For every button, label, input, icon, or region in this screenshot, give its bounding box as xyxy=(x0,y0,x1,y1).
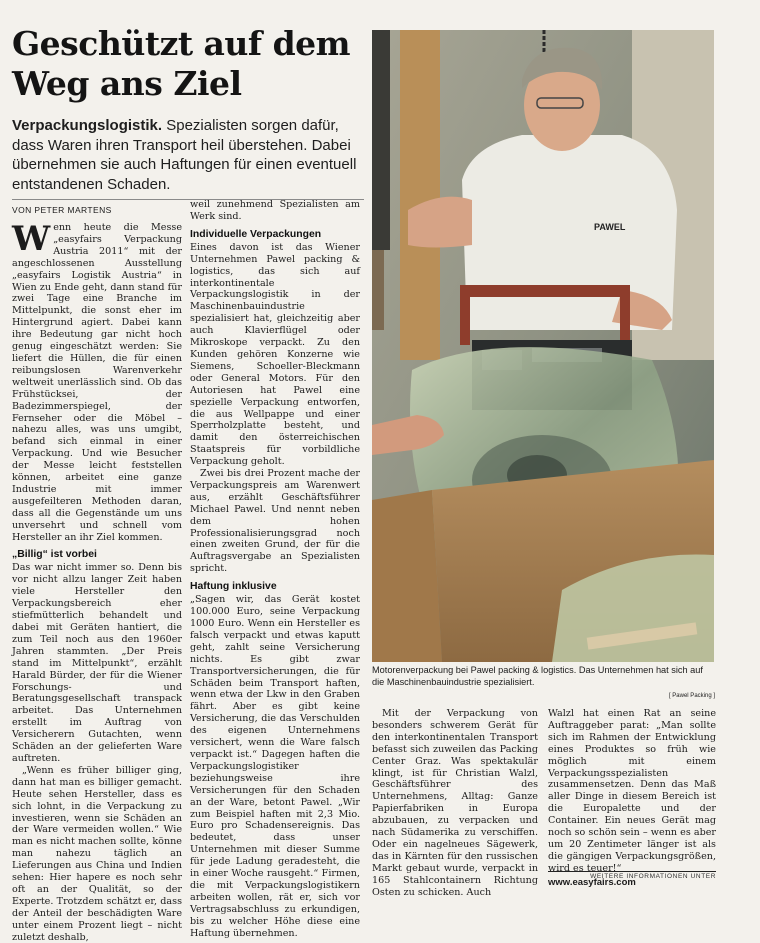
headline: Geschützt auf dem Weg ans Ziel xyxy=(12,24,351,103)
col3-paragraph-1: Mit der Verpackung von besonders schwerem Gerät für den interkontinentalen Transport befasst sich zuweilen das Packing Center Graz. Was spektakulär klingt, ist für Christian Walzl, Geschäftsführer des Unternehmens, Alltag: Ganze Papierfabriken in Europa abzubauen, zu verpacken und nach Südamerika zu verschiffen. Oder ein nagelneues Sägewerk, das in Kärnten für den russischen Markt gebaut wurde, verpackt in 165 Stahlcontainern Richtung Osten zu schicken. Auch xyxy=(372,708,538,898)
article-column-1 xyxy=(12,219,182,943)
article-photo xyxy=(372,30,714,662)
more-info-link[interactable]: www.easyfairs.com xyxy=(548,877,636,888)
photo-credit: [ Pawel Packing ] xyxy=(668,693,715,699)
shirt-logo: PAWEL xyxy=(594,222,626,232)
col1-paragraph-1: enn heute die Messe „easyfairs Verpackung Austria 2011“ mit der angeschlossenen Ausstellung „easyfairs Logistik Austria“ in Wien zu Ende geht, dann stand für zwei Tage eine Branche im Mittelpunkt, die sonst eher im Hintergrund agiert. Dabei kann ihre Bedeutung gar nicht hoch genug eingeschätzt werden: Sie liefert die Hüllen, die für einen reibungslosen Warenverkehr weltweit unerlässlich sind. Ob das Frühstücksei, der Badezimmerspiegel, der Fernseher oder die Möbel – nahezu alles, was uns umgibt, befand sich einmal in einer Verpackung. Und wie Besucher der Messe leicht feststellen können, arbeitet eine ganze Industrie mit immer ausgefeilteren Methoden daran, dass all die Gegenstände um uns unversehrt und schnell vom Hersteller an ihr Ziel kommen. xyxy=(12,222,182,543)
article-column-3 xyxy=(372,708,538,898)
drop-cap: W xyxy=(12,219,51,259)
col2-paragraph-2: Eines davon ist das Wiener Unternehmen Pawel packing & logistics, das sich auf interkontinentale Verpackungslogistik in der Maschinenbauindustrie spezialisiert hat, gleichzeitig aber auch Klavierflügel oder Mikroskope verpackt. Zu den Kunden gehören Konzerne wie Siemens, Schoeller-Bleckmann oder General Motors. Für den Autoriesen hat Pawel eine spezielle Verpackung entworfen, die aus Wellpappe und einer Sperrholzplatte besteht, und damit den österreichischen Staatspreis für vorbildliche Verpackung geholt. xyxy=(190,241,360,468)
photo-caption: Motorenverpackung bei Pawel packing & logistics. Das Unternehmen hat sich auf die Maschinenbauindustrie spezialisiert. xyxy=(372,665,703,687)
col4-paragraph-1: Walzl hat einen Rat an seine Auftraggeber parat: „Man sollte sich im Rahmen der Entwicklung eines Produktes so früh wie möglich mit einem Verpackungsspezialisten zusammensetzen. Denn das Maß aller Dinge in diesem Bereich ist die Europalette und der Container. Ein neues Gerät mag noch so schön sein – wenn es aber um 20 Zentimeter länger ist als die gängigen Verpackungsgrößen, wird es teuer!“ xyxy=(548,708,716,874)
article-column-2 xyxy=(190,199,360,939)
more-info-box xyxy=(548,871,716,888)
col1-paragraph-2: Das war nicht immer so. Denn bis vor nicht allzu langer Zeit haben viele Hersteller den Verpackungsbereich eher stiefmütterlich behandelt und dabei mit Geräten hantiert, die zum Teil noch aus den 1960er Jahren stammten. „Der Preis stand im Mittelpunkt“, erzählt Harald Bürder, der für die Wiener Forschungs- und Beratungsgesellschaft transpack arbeitet. Das Unternehmen erstellt im Auftrag von Versicherern Gutachten, wenn Schäden an der gelieferten Ware auftreten. xyxy=(12,562,182,764)
photo-illustration xyxy=(372,30,714,662)
more-info-label: WEITERE INFORMATIONEN UNTER xyxy=(590,873,716,880)
subheading-individuelle-verpackungen: Individuelle Verpackungen xyxy=(190,228,322,240)
lead-kicker: Verpackungslogistik. xyxy=(12,117,163,134)
col2-paragraph-1: weil zunehmend Spezialisten am Werk sind. xyxy=(190,199,360,222)
subheading-haftung-inklusive: Haftung inklusive xyxy=(190,581,277,593)
col2-paragraph-3: Zwei bis drei Prozent mache der Verpackungspreis am Warenwert aus, erzählt Geschäftsführer Michael Pawel. Und nennt neben dem hohen Professionalisierungsgrad noch einen zweiten Grund, der für die Auftragsvergabe an Spezialisten spricht. xyxy=(190,468,360,575)
article-column-4 xyxy=(548,708,716,874)
col1-paragraph-3: „Wenn es früher billiger ging, dann hat man es billiger gemacht. Heute sehen Hersteller, dass es sich lohnt, in die Verpackung zu investieren, wenn sie Schäden an der Ware vermeiden wollen.“ Wie man es nicht machen sollte, könne man nahezu täglich an Lieferungen aus China und Indien sehen: Hier hapere es noch sehr oft an der Qualität, so der Experte. Trotzdem schätzt er, dass der Anteil der beschädigten Ware unter einem Prozent liegt – nicht zuletzt deshalb, xyxy=(12,764,182,943)
col2-paragraph-4: „Sagen wir, das Gerät kostet 100.000 Euro, seine Verpackung 1000 Euro. Wenn ein Hersteller es falsch verpackt und etwas kaputt geht, zahlt seine Versicherung nichts. Es gibt zwar Transportversicherungen, die für Schäden beim Transport haften, wenn etwa der Lkw in den Graben fährt. Aber es gibt keine Versicherung, die das Verschulden des eigenen Unternehmens versichert, wenn die Ware falsch verpackt ist.“ Dagegen haften die Verpackungslogistiker beziehungsweise ihre Versicherungen für den Schaden an der Ware, betont Pawel. „Wir zum Beispiel haften mit 2,3 Mio. Euro pro Schadensereignis. Das bedeutet, dass unser Unternehmen mit dieser Summe für jede Ladung geradesteht, die in einer Woche rausgeht.“ Firmen, die mit Verpackungslogistikern arbeiten wollen, rät er, sich vor Vertragsabschluss zu erkundigen, bis zu welcher Höhe diese eine Haftung übernehmen. xyxy=(190,594,360,939)
byline: VON PETER MARTENS xyxy=(12,205,112,215)
subheading-billig: „Billig“ ist vorbei xyxy=(12,549,97,561)
lead-text: Spezialisten sorgen dafür, dass Waren ihren Transport heil überstehen. Dabei übernehmen sie auch Haftungen für einen eventuell entstandenen Schaden. xyxy=(12,117,357,193)
lead-paragraph xyxy=(12,116,364,194)
